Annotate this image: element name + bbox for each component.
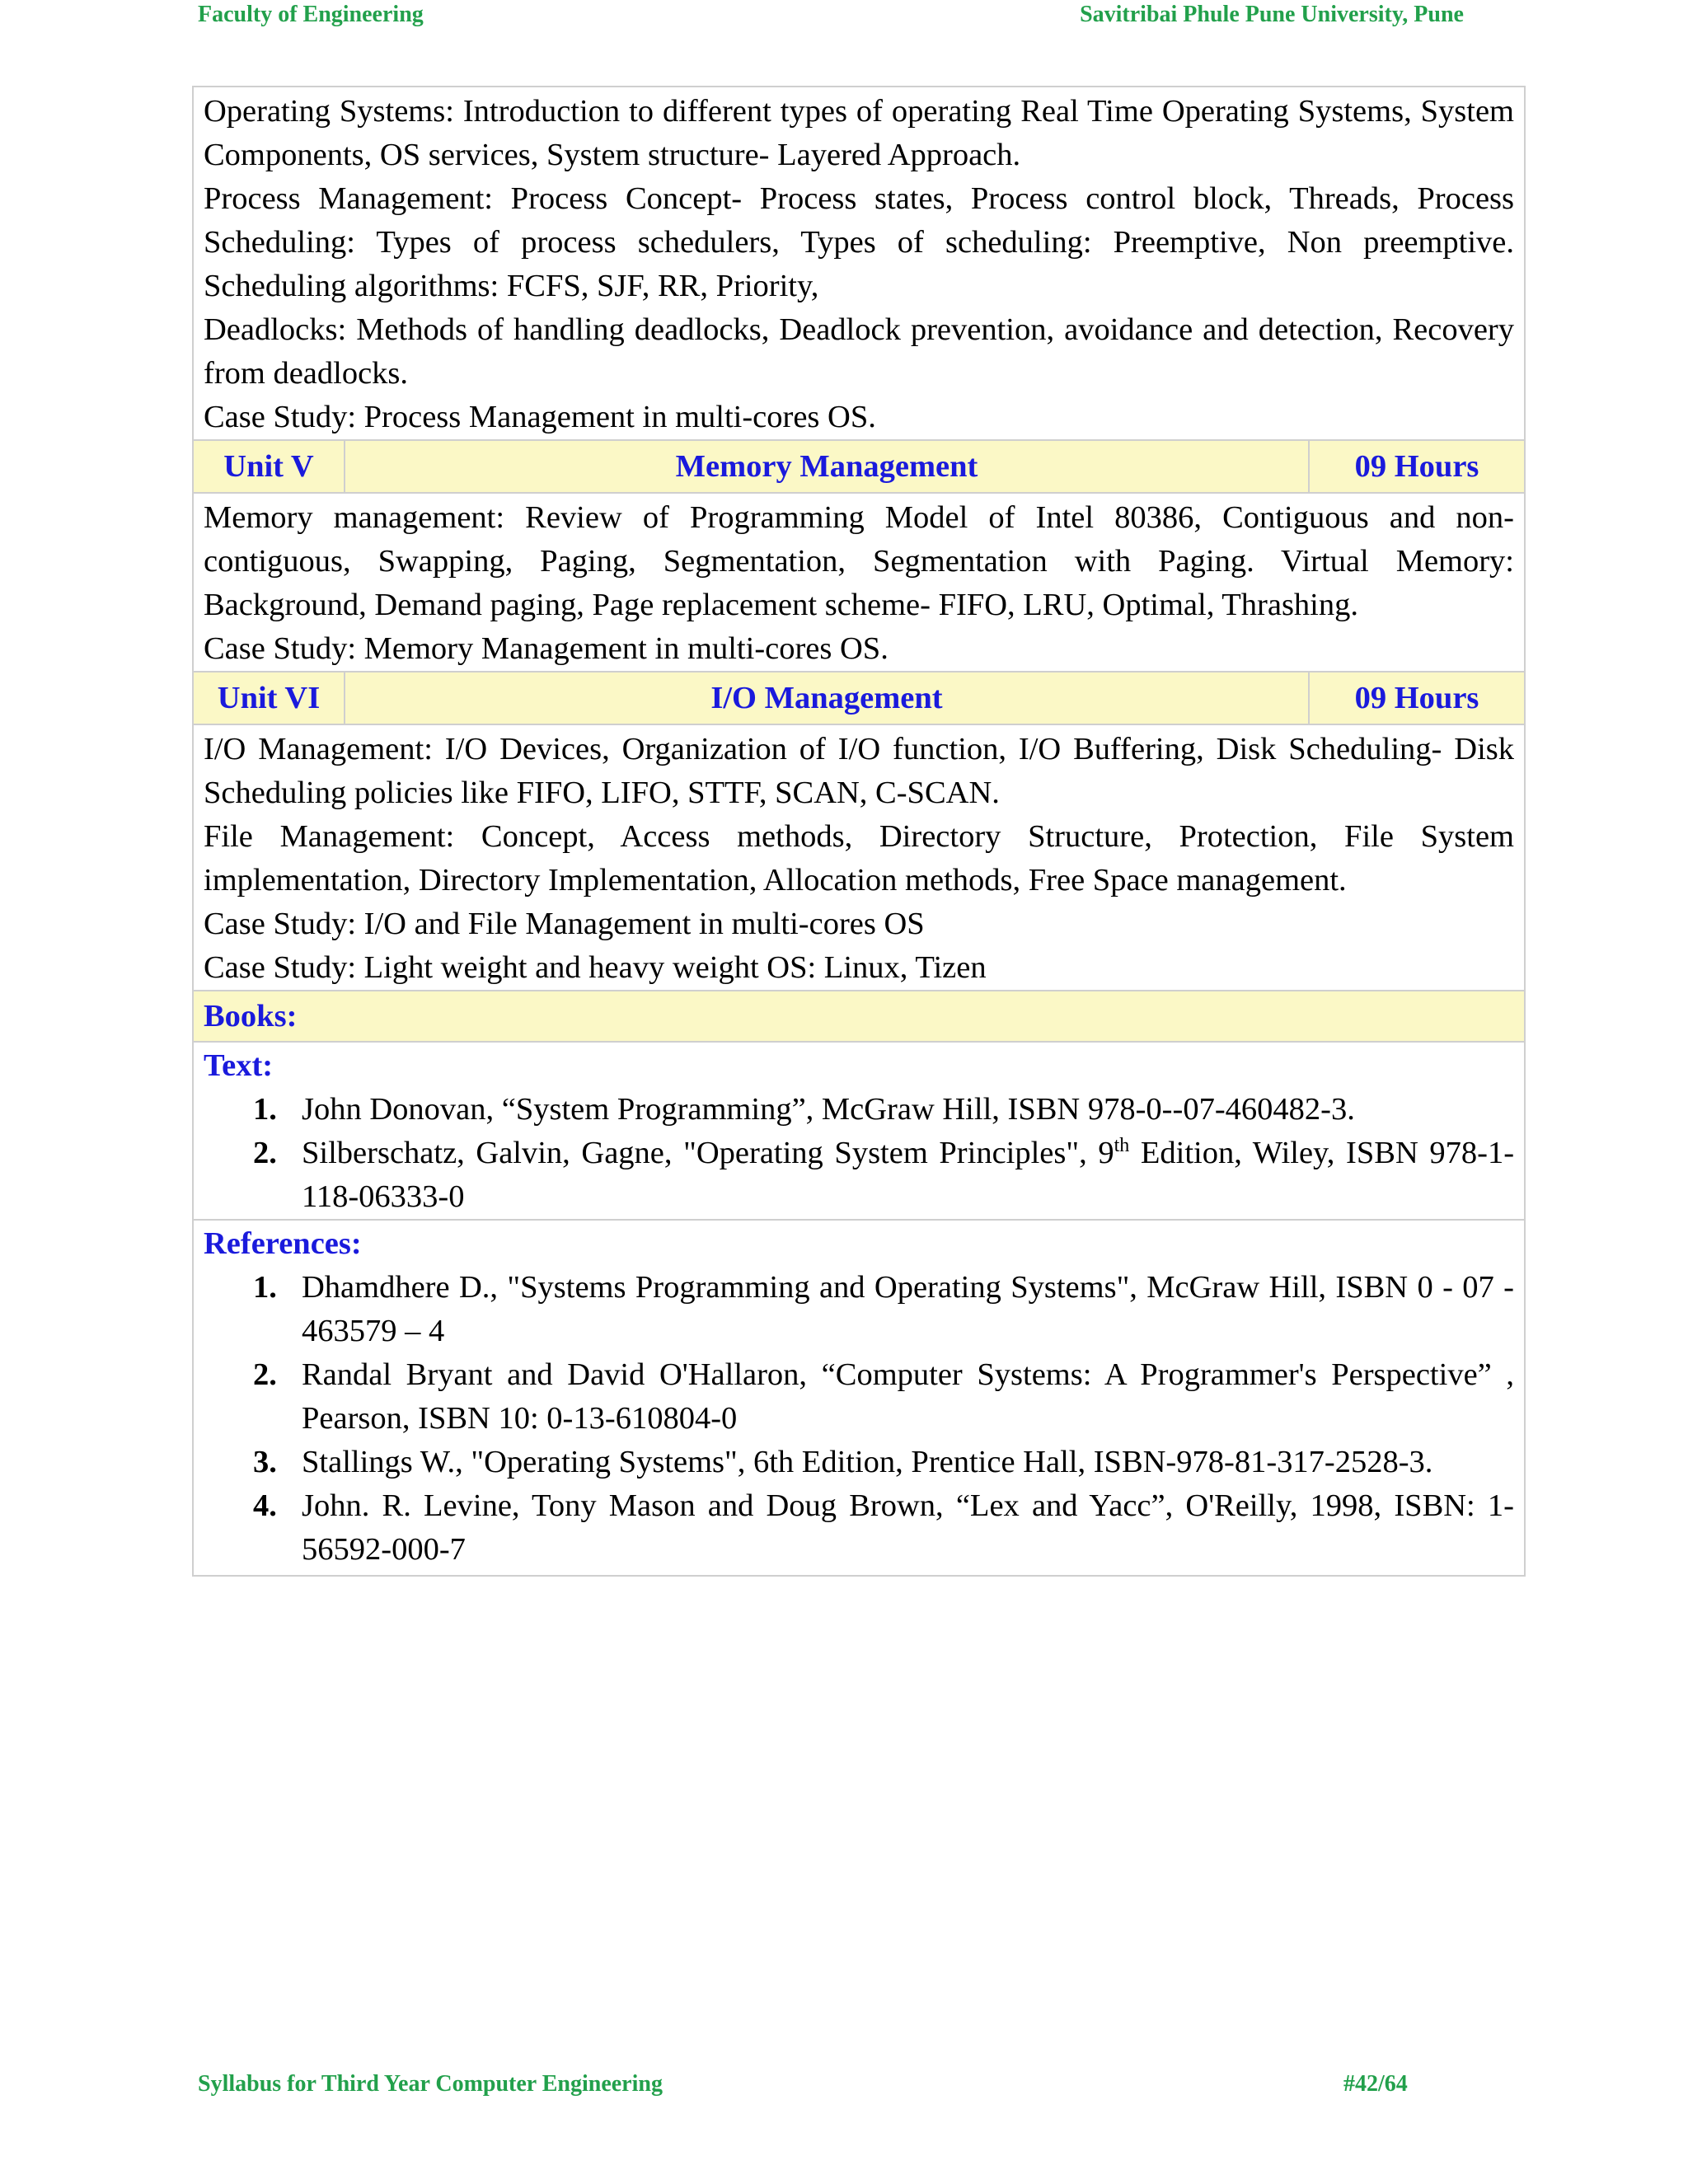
book-entry-text: Silberschatz, Galvin, Gagne, "Operating System Principles", 9 bbox=[302, 1136, 1114, 1170]
unit6-label: Unit VI bbox=[193, 672, 345, 724]
list-item bbox=[204, 1484, 1514, 1572]
list-item bbox=[204, 1132, 1514, 1219]
list-number: 2. bbox=[253, 1357, 277, 1392]
reference-entry: Dhamdhere D., "Systems Programming and Operating Systems", McGraw Hill, ISBN 0 - 07 - 463579 – 4 bbox=[302, 1270, 1514, 1348]
unit6-content-row bbox=[193, 724, 1525, 991]
unit6-content bbox=[193, 724, 1525, 991]
list-number: 4. bbox=[253, 1488, 277, 1523]
unit6-para-io: I/O Management: I/O Devices, Organization of I/O function, I/O Buffering, Disk Scheduling- Disk Scheduling policies like FIFO, LIFO, STTF, SCAN, C-SCAN. bbox=[204, 732, 1514, 810]
unit6-para-case-study-io: Case Study: I/O and File Management in multi-cores OS bbox=[204, 907, 925, 941]
books-header-cell bbox=[193, 991, 1525, 1042]
book-entry-text: Edition, Wiley, ISBN 978-1-118-06333-0 bbox=[302, 1136, 1515, 1214]
text-heading: Text: bbox=[204, 1048, 274, 1083]
books-header-row bbox=[193, 991, 1525, 1042]
references-row bbox=[193, 1220, 1525, 1576]
reference-entry: John. R. Levine, Tony Mason and Doug Brown, “Lex and Yacc”, O'Reilly, 1998, ISBN: 1-56592-000-7 bbox=[302, 1488, 1514, 1567]
unit6-hours: 09 Hours bbox=[1309, 672, 1525, 724]
reference-entry: Randal Bryant and David O'Hallaron, “Computer Systems: A Programmer's Perspective” , Pearson, ISBN 10: 0-13-610804-0 bbox=[302, 1357, 1514, 1436]
edition-superscript: th bbox=[1114, 1135, 1130, 1157]
syllabus-table bbox=[192, 86, 1526, 1577]
references-heading: References: bbox=[204, 1226, 362, 1261]
reference-list bbox=[204, 1266, 1514, 1572]
unit5-para-memory: Memory management: Review of Programming Model of Intel 80386, Contiguous and non-contiguous, Swapping, Paging, Segmentation, Segmentation with Paging. Virtual Memory: Background, Demand paging, Page replacement scheme- FIFO, LRU, Optimal, Thrashing. bbox=[204, 500, 1514, 622]
list-item bbox=[204, 1088, 1514, 1132]
unit5-label: Unit V bbox=[193, 440, 345, 493]
list-item bbox=[204, 1353, 1514, 1441]
unit4-content-row bbox=[193, 87, 1525, 440]
unit6-header-row bbox=[193, 672, 1525, 724]
books-heading: Books: bbox=[204, 999, 298, 1033]
list-number: 3. bbox=[253, 1445, 277, 1479]
text-books-cell bbox=[193, 1042, 1525, 1220]
unit5-header-row bbox=[193, 440, 1525, 493]
list-item bbox=[204, 1441, 1514, 1484]
unit5-content bbox=[193, 493, 1525, 672]
footer-page-number: #42/64 bbox=[1343, 2071, 1408, 2097]
references-cell bbox=[193, 1220, 1525, 1576]
unit6-para-file: File Management: Concept, Access methods, Directory Structure, Protection, File System implementation, Directory Implementation, Allocation methods, Free Space management. bbox=[204, 819, 1514, 898]
list-item bbox=[204, 1266, 1514, 1353]
list-number: 1. bbox=[253, 1270, 277, 1305]
unit5-hours: 09 Hours bbox=[1309, 440, 1525, 493]
list-number: 2. bbox=[253, 1136, 277, 1170]
unit4-content bbox=[193, 87, 1525, 440]
text-book-list bbox=[204, 1088, 1514, 1219]
header-faculty: Faculty of Engineering bbox=[198, 2, 424, 27]
unit5-para-case-study: Case Study: Memory Management in multi-cores OS. bbox=[204, 631, 889, 666]
reference-entry: Stallings W., "Operating Systems", 6th Edition, Prentice Hall, ISBN-978-81-317-2528-3. bbox=[302, 1445, 1433, 1479]
footer-course: Syllabus for Third Year Computer Engineering bbox=[198, 2071, 663, 2097]
book-entry bbox=[302, 1136, 1514, 1214]
unit4-para-process: Process Management: Process Concept- Process states, Process control block, Threads, Process Scheduling: Types of process schedulers, Types of scheduling: Preemptive, Non preemptive. Scheduling algorithms: FCFS, SJF, RR, Priority, bbox=[204, 181, 1514, 303]
unit4-para-os: Operating Systems: Introduction to different types of operating Real Time Operating Systems, System Components, OS services, System structure- Layered Approach. bbox=[204, 94, 1514, 172]
book-entry: John Donovan, “System Programming”, McGraw Hill, ISBN 978-0--07-460482-3. bbox=[302, 1092, 1355, 1127]
unit5-content-row bbox=[193, 493, 1525, 672]
unit5-title: Memory Management bbox=[345, 440, 1309, 493]
unit4-para-deadlocks: Deadlocks: Methods of handling deadlocks, Deadlock prevention, avoidance and detection, Recovery from deadlocks. bbox=[204, 312, 1514, 391]
header-university: Savitribai Phule Pune University, Pune bbox=[1080, 2, 1464, 27]
unit4-para-case-study: Case Study: Process Management in multi-cores OS. bbox=[204, 400, 876, 434]
unit6-para-case-study-os: Case Study: Light weight and heavy weight OS: Linux, Tizen bbox=[204, 950, 987, 985]
list-number: 1. bbox=[253, 1092, 277, 1127]
text-books-row bbox=[193, 1042, 1525, 1220]
unit6-title: I/O Management bbox=[345, 672, 1309, 724]
